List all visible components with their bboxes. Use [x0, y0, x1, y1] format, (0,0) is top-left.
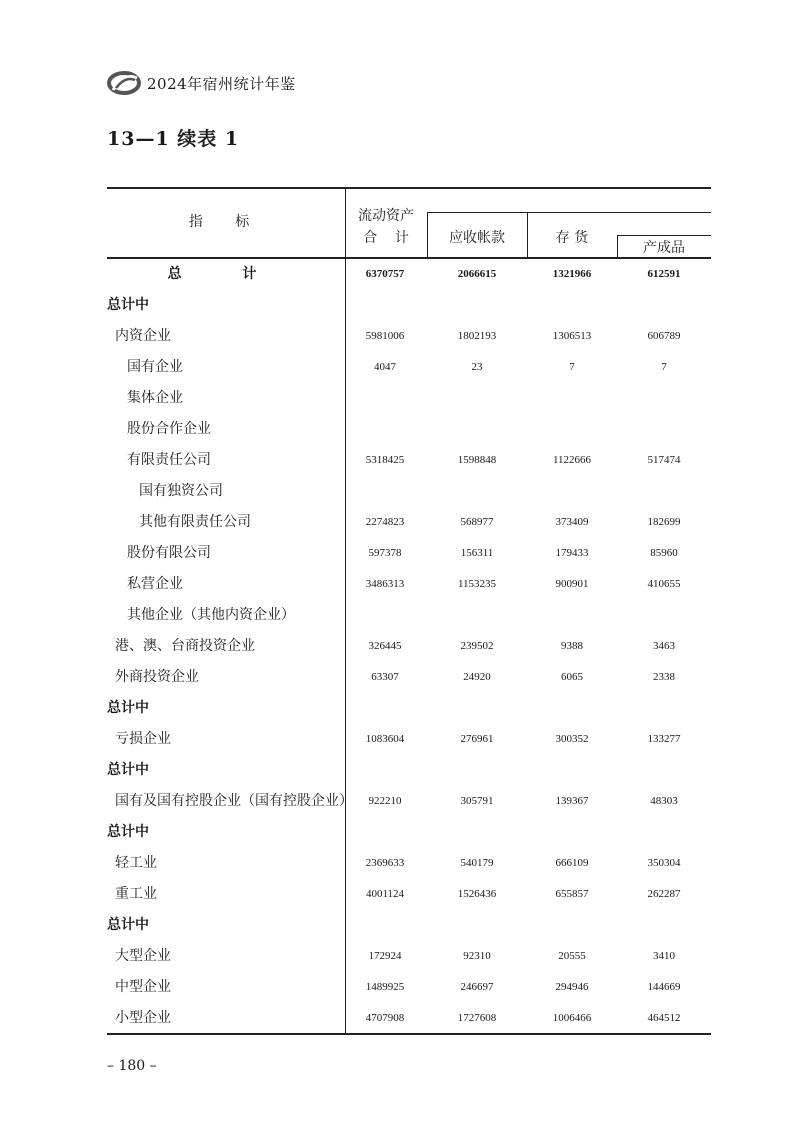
- cell-current-assets: 4707908: [365, 1012, 405, 1024]
- cell-inventory: 1306513: [552, 330, 592, 342]
- header-subrule: [427, 212, 711, 213]
- cell-current-assets: 2369633: [365, 857, 405, 869]
- cell-finished-goods: 85960: [650, 547, 678, 559]
- row-label: 总计中: [107, 762, 149, 778]
- cell-finished-goods: 133277: [647, 733, 681, 745]
- header-current-assets-line1: 流动资产: [358, 208, 414, 224]
- cell-receivables: 239502: [460, 640, 494, 652]
- cell-finished-goods: 48303: [650, 795, 678, 807]
- cell-current-assets: 4047: [374, 361, 396, 373]
- cell-finished-goods: 464512: [647, 1012, 681, 1024]
- table-row: [107, 383, 711, 414]
- cell-inventory: 20555: [558, 950, 586, 962]
- row-label: 总 计: [167, 266, 285, 282]
- cell-current-assets: 4001124: [365, 888, 405, 900]
- cell-current-assets: 326445: [368, 640, 402, 652]
- table-row: [107, 879, 711, 910]
- cell-current-assets: 1489925: [365, 981, 405, 993]
- page-number: – 180 –: [107, 1058, 157, 1074]
- cell-finished-goods: 612591: [647, 268, 681, 280]
- cell-inventory: 1122666: [552, 454, 592, 466]
- table-row: [107, 569, 711, 600]
- cell-receivables: 1802193: [457, 330, 497, 342]
- row-label: 港、澳、台商投资企业: [115, 638, 255, 654]
- cell-receivables: 1153235: [457, 578, 497, 590]
- cell-inventory: 179433: [555, 547, 589, 559]
- table-row: [107, 693, 711, 724]
- table-row: [107, 848, 711, 879]
- cell-current-assets: 5981006: [365, 330, 405, 342]
- table-row: [107, 631, 711, 662]
- table-row: [107, 972, 711, 1003]
- header-finished-goods: 产成品: [643, 240, 685, 256]
- table-row: [107, 507, 711, 538]
- row-label: 内资企业: [115, 328, 171, 344]
- cell-receivables: 276961: [460, 733, 494, 745]
- row-label: 总计中: [107, 297, 149, 313]
- cell-inventory: 1321966: [552, 268, 592, 280]
- cell-finished-goods: 410655: [647, 578, 681, 590]
- cell-inventory: 666109: [555, 857, 589, 869]
- row-label: 其他企业（其他内资企业）: [127, 607, 295, 623]
- table-row: [107, 259, 711, 290]
- cell-current-assets: 922210: [368, 795, 402, 807]
- cell-finished-goods: 7: [661, 361, 667, 373]
- row-label: 大型企业: [115, 948, 171, 964]
- cell-inventory: 373409: [555, 516, 589, 528]
- cell-receivables: 2066615: [457, 268, 497, 280]
- table-row: [107, 445, 711, 476]
- cell-inventory: 1006466: [552, 1012, 592, 1024]
- page-header: [107, 66, 296, 100]
- table-row: [107, 290, 711, 321]
- cell-current-assets: 172924: [368, 950, 402, 962]
- cell-receivables: 246697: [460, 981, 494, 993]
- row-label: 股份有限公司: [127, 545, 211, 561]
- cell-current-assets: 63307: [371, 671, 399, 683]
- cell-receivables: 156311: [460, 547, 494, 559]
- table-row: [107, 662, 711, 693]
- header-indicator: 指 标: [188, 214, 264, 230]
- table-row: [107, 941, 711, 972]
- table-row: [107, 538, 711, 569]
- row-label: 总计中: [107, 917, 149, 933]
- cell-receivables: 568977: [460, 516, 494, 528]
- row-label: 总计中: [107, 700, 149, 716]
- row-label: 国有及国有控股企业（国有控股企业）: [115, 793, 353, 809]
- cell-current-assets: 3486313: [365, 578, 405, 590]
- cell-finished-goods: 144669: [647, 981, 681, 993]
- cell-finished-goods: 262287: [647, 888, 681, 900]
- cell-receivables: 1526436: [457, 888, 497, 900]
- cell-finished-goods: 2338: [653, 671, 675, 683]
- row-label: 总计中: [107, 824, 149, 840]
- header-receivables: 应收帐款: [449, 230, 505, 246]
- cell-inventory: 139367: [555, 795, 589, 807]
- cell-inventory: 9388: [561, 640, 583, 652]
- row-label: 有限责任公司: [127, 452, 211, 468]
- header-inventory: 存 货: [555, 230, 589, 246]
- cell-inventory: 900901: [555, 578, 589, 590]
- cell-inventory: 294946: [555, 981, 589, 993]
- cell-inventory: 7: [569, 361, 575, 373]
- cell-finished-goods: 182699: [647, 516, 681, 528]
- cell-finished-goods: 606789: [647, 330, 681, 342]
- row-label: 其他有限责任公司: [139, 514, 251, 530]
- cell-current-assets: 597378: [368, 547, 402, 559]
- table-row: [107, 321, 711, 352]
- cell-inventory: 6065: [561, 671, 583, 683]
- row-label: 集体企业: [127, 390, 183, 406]
- cell-finished-goods: 517474: [647, 454, 681, 466]
- table-row: [107, 476, 711, 507]
- cell-receivables: 24920: [463, 671, 491, 683]
- cell-current-assets: 5318425: [365, 454, 405, 466]
- row-label: 亏损企业: [115, 731, 171, 747]
- row-label: 国有独资公司: [139, 483, 223, 499]
- row-label: 股份合作企业: [127, 421, 211, 437]
- cell-receivables: 1727608: [457, 1012, 497, 1024]
- cell-receivables: 92310: [463, 950, 491, 962]
- table-row: [107, 1003, 711, 1034]
- row-label: 国有企业: [127, 359, 183, 375]
- cell-receivables: 305791: [460, 795, 494, 807]
- table-row: [107, 817, 711, 848]
- cell-finished-goods: 3463: [653, 640, 675, 652]
- table-row: [107, 724, 711, 755]
- cell-finished-goods: 3410: [653, 950, 675, 962]
- table-row: [107, 352, 711, 383]
- table-row: [107, 786, 711, 817]
- cell-inventory: 655857: [555, 888, 589, 900]
- table-row: [107, 414, 711, 445]
- cell-current-assets: 2274823: [365, 516, 405, 528]
- table-row: [107, 600, 711, 631]
- yearbook-title: 2024年宿州统计年鉴: [147, 74, 296, 93]
- cell-current-assets: 6370757: [365, 268, 405, 280]
- cell-receivables: 540179: [460, 857, 494, 869]
- row-label: 中型企业: [115, 979, 171, 995]
- cell-finished-goods: 350304: [647, 857, 681, 869]
- table-top-rule: [107, 187, 711, 189]
- cell-receivables: 23: [471, 361, 483, 373]
- row-label: 小型企业: [115, 1010, 171, 1026]
- row-label: 轻工业: [115, 855, 157, 871]
- inventory-subrule: [617, 235, 711, 236]
- table-title: 13—1 续表 1: [107, 128, 240, 150]
- yearbook-logo-icon: [107, 70, 141, 96]
- cell-inventory: 300352: [555, 733, 589, 745]
- cell-receivables: 1598848: [457, 454, 497, 466]
- header-current-assets-line2: 合 计: [363, 230, 409, 246]
- table-row: [107, 755, 711, 786]
- row-label: 重工业: [115, 886, 157, 902]
- cell-current-assets: 1083604: [365, 733, 405, 745]
- table-row: [107, 910, 711, 941]
- row-label: 外商投资企业: [115, 669, 199, 685]
- row-label: 私营企业: [127, 576, 183, 592]
